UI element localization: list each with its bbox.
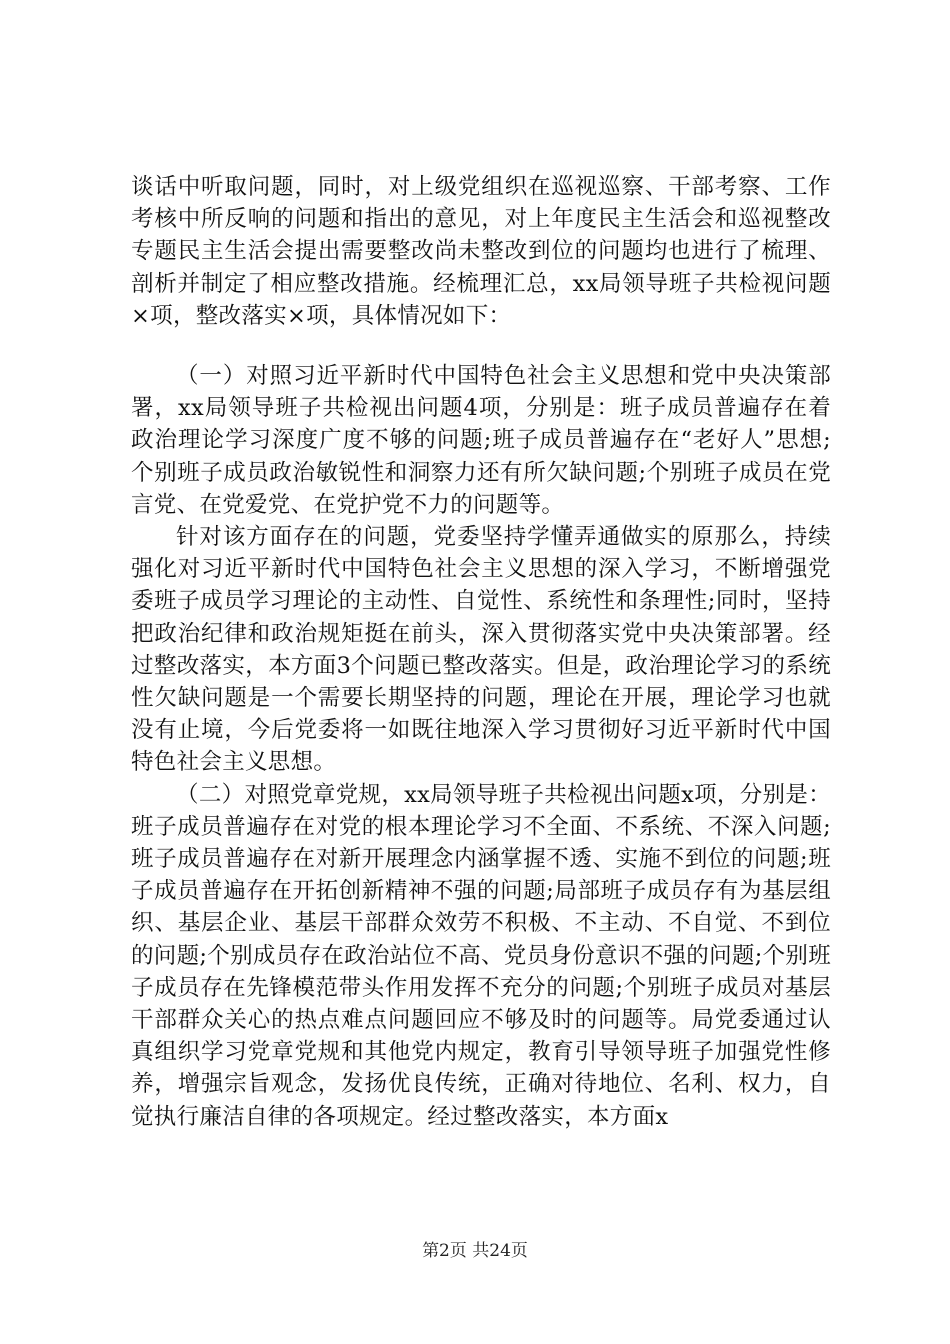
page-number-label: 第2页 共24页 (422, 1241, 528, 1261)
document-body (131, 171, 831, 1133)
paragraph-summary: 谈话中听取问题，同时，对上级党组织在巡视巡察、干部考察、工作考核中所反响的问题和指出的意见，对上年度民主生活会和巡视整改专题民主生活会提出需要整改尚未整改到位的问题均也进行了梳理、剖析并制定了相应整改措施。经梳理汇总，xx局领导班子共检视问题×项，整改落实×项，具体情况如下： (131, 174, 831, 329)
page-footer (0, 1240, 950, 1262)
paragraph-section-two: （二）对照党章党规，xx局领导班子共检视出问题x项，分别是：班子成员普遍存在对党的根本理论学习不全面、不系统、不深入问题;班子成员普遍存在对新开展理念内涵掌握不透、实施不到位的问题;班子成员普遍存在开拓创新精神不强的问题;局部班子成员存有为基层组织、基层企业、基层干部群众效劳不积极、不主动、不自觉、不到位的问题;个别成员存在政治站位不高、党员身份意识不强的问题;个别班子成员存在先锋模范带头作用发挥不充分的问题;个别班子成员对基层干部群众关心的热点难点问题回应不够及时的问题等。局党委通过认真组织学习党章党规和其他党内规定，教育引导领导班子加强党性修养，增强宗旨观念，发扬优良传统，正确对待地位、名利、权力，自觉执行廉洁自律的各项规定。经过整改落实，本方面x (131, 781, 831, 1130)
paragraph-section-one-measures: 针对该方面存在的问题，党委坚持学懂弄通做实的原那么，持续强化对习近平新时代中国特色社会主义思想的深入学习，不断增强党委班子成员学习理论的主动性、自觉性、系统性和条理性;同时，坚持把政治纪律和政治规矩挺在前头，深入贯彻落实党中央决策部署。经过整改落实，本方面3个问题已整改落实。但是，政治理论学习的系统性欠缺问题是一个需要长期坚持的问题，理论在开展，理论学习也就没有止境，今后党委将一如既往地深入学习贯彻好习近平新时代中国特色社会主义思想。 (131, 524, 831, 776)
paragraph-section-one: （一）对照习近平新时代中国特色社会主义思想和党中央决策部署，xx局领导班子共检视出问题4项，分别是：班子成员普遍存在着政治理论学习深度广度不够的问题;班子成员普遍存在“老好人”思想;个别班子成员政治敏锐性和洞察力还有所欠缺问题;个别班子成员在党言党、在党爱党、在党护党不力的问题等。 (131, 363, 831, 518)
paragraph-gap (131, 332, 831, 360)
